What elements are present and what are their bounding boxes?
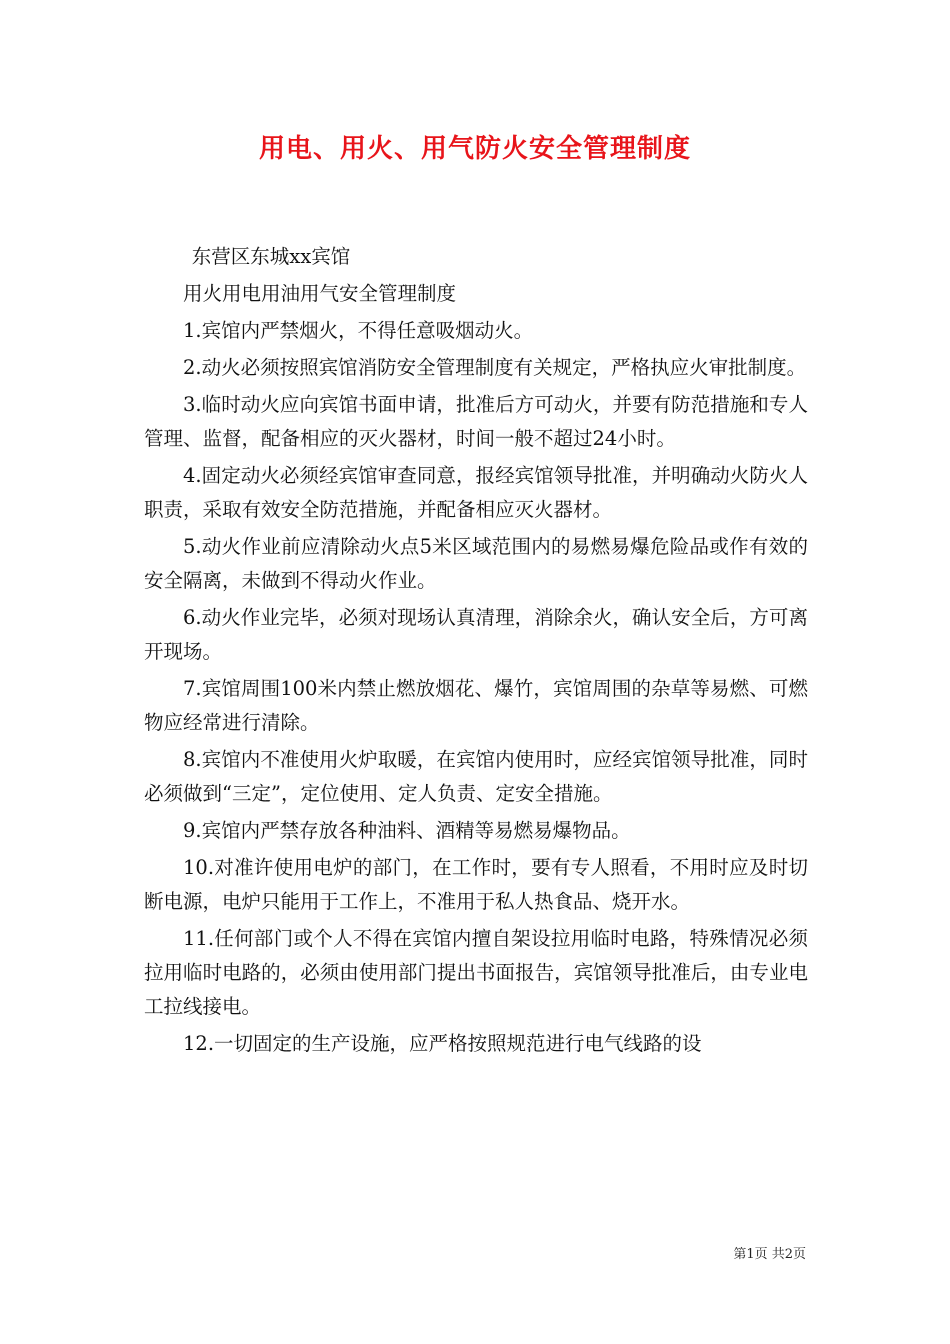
list-item: 11.任何部门或个人不得在宾馆内擅自架设拉用临时电路，特殊情况必须拉用临时电路的，必须由使用部门提出书面报告，宾馆领导批准后，由专业电工拉线接电。 (144, 927, 808, 1018)
document-title: 用电、用火、用气防火安全管理制度 (258, 134, 691, 164)
list-item: 4.固定动火必须经宾馆审查同意，报经宾馆领导批准，并明确动火防火人职责，采取有效安全防范措施，并配备相应灭火器材。 (144, 464, 808, 521)
list-item: 2.动火必须按照宾馆消防安全管理制度有关规定，严格执应火审批制度。 (183, 356, 807, 379)
list-item: 5.动火作业前应清除动火点5米区域范围内的易燃易爆危险品或作有效的安全隔离，未做到不得动火作业。 (144, 535, 808, 592)
list-item: 12.一切固定的生产设施，应严格按照规范进行电气线路的设 (183, 1032, 702, 1055)
list-item: 7.宾馆周围100米内禁止燃放烟花、爆竹，宾馆周围的杂草等易燃、可燃物应经常进行清除。 (144, 677, 808, 734)
org-line: 东营区东城xx宾馆 (191, 245, 351, 268)
document-subtitle: 用火用电用油用气安全管理制度 (183, 282, 457, 305)
list-item: 10.对准许使用电炉的部门，在工作时，要有专人照看，不用时应及时切断电源，电炉只能用于工作上，不准用于私人热食品、烧开水。 (144, 856, 808, 913)
list-item: 6.动火作业完毕，必须对现场认真清理，消除余火，确认安全后，方可离开现场。 (144, 606, 808, 663)
page-number: 第1页 共2页 (733, 1247, 806, 1262)
list-item: 1.宾馆内严禁烟火，不得任意吸烟动火。 (183, 319, 534, 342)
list-item: 3.临时动火应向宾馆书面申请，批准后方可动火，并要有防范措施和专人管理、监督，配备相应的灭火器材，时间一般不超过24小时。 (144, 393, 808, 450)
list-item: 8.宾馆内不准使用火炉取暖，在宾馆内使用时，应经宾馆领导批准，同时必须做到“三定”，定位使用、定人负责、定安全措施。 (144, 748, 808, 805)
list-item: 9.宾馆内严禁存放各种油料、酒精等易燃易爆物品。 (183, 819, 631, 842)
document-body (144, 240, 808, 1064)
